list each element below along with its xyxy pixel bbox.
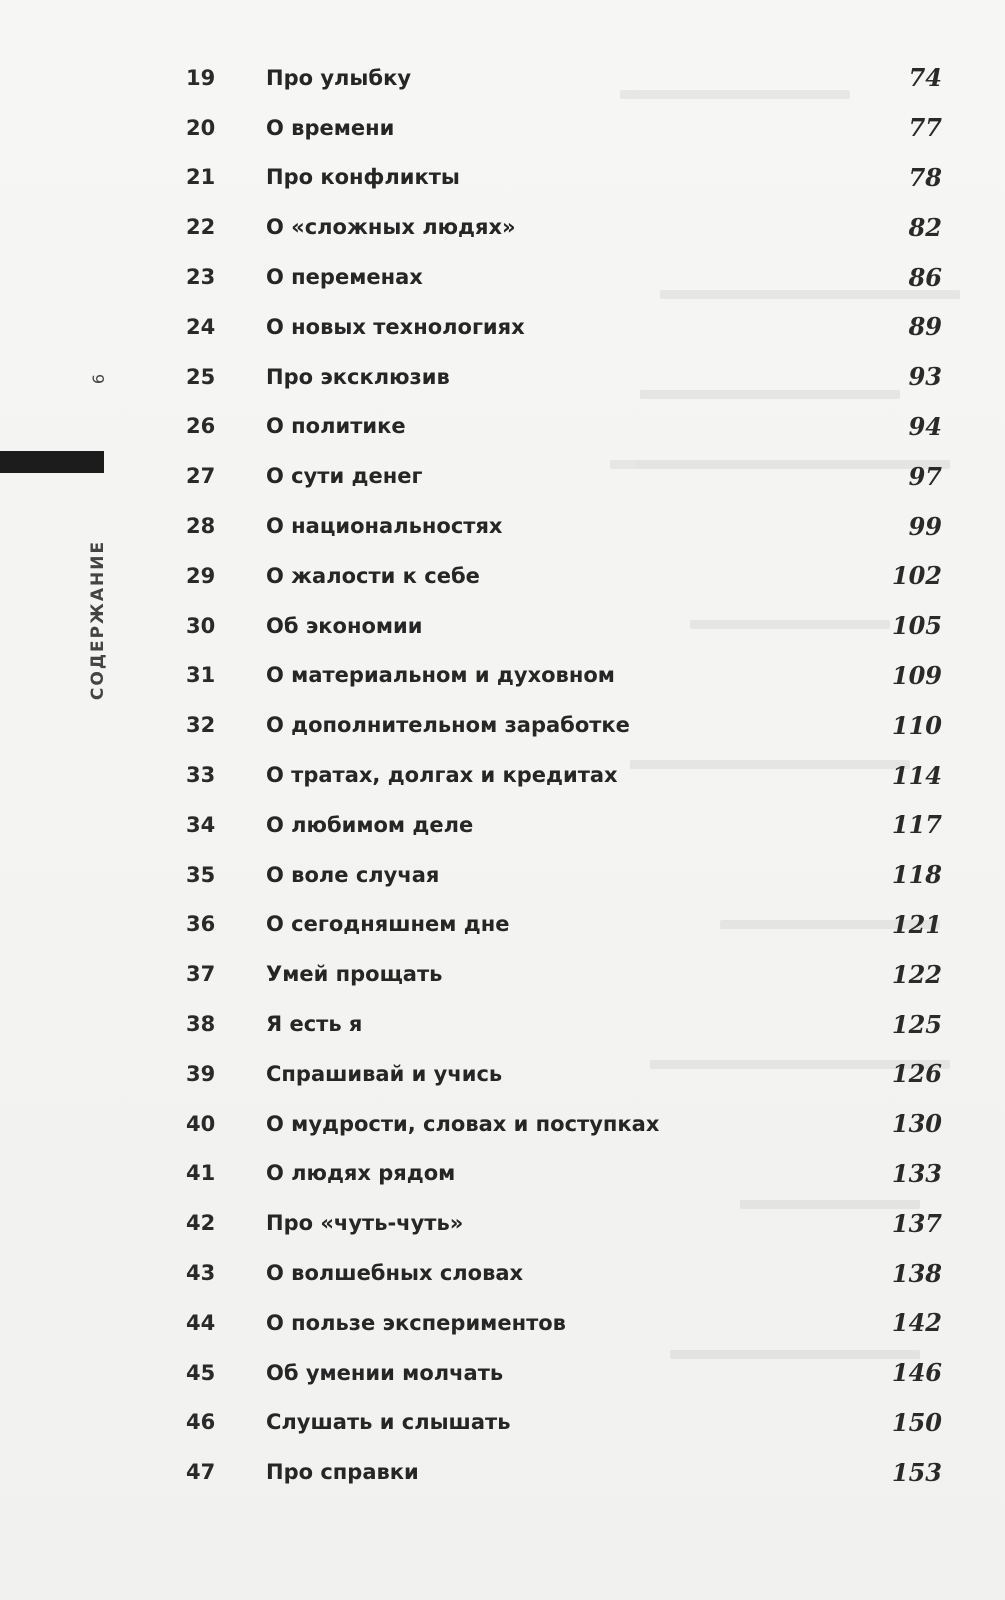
section-marker-bar	[0, 451, 104, 473]
chapter-title: О сути денег	[266, 464, 423, 489]
toc-entry	[186, 900, 942, 950]
chapter-number: 34	[186, 812, 216, 837]
chapter-page-number: 99	[908, 511, 942, 541]
toc-entry	[186, 800, 942, 850]
chapter-number: 26	[186, 414, 216, 439]
chapter-number: 31	[186, 663, 216, 688]
chapter-number: 43	[186, 1261, 216, 1286]
chapter-page-number: 118	[891, 860, 942, 890]
chapter-page-number: 121	[891, 909, 942, 939]
toc-entry	[186, 153, 942, 203]
chapter-page-number: 109	[891, 660, 942, 690]
toc-entry	[186, 302, 942, 352]
chapter-number: 41	[186, 1161, 216, 1186]
page-number: 6	[88, 373, 108, 385]
chapter-title: О воле случая	[266, 862, 440, 887]
toc-entry	[186, 1099, 942, 1149]
chapter-number: 21	[186, 165, 216, 190]
chapter-title: О любимом деле	[266, 812, 474, 837]
chapter-title: О дополнительном заработке	[266, 713, 630, 738]
chapter-title: Про эксклюзив	[266, 364, 450, 389]
chapter-title: О людях рядом	[266, 1161, 456, 1186]
toc-entry	[186, 1447, 942, 1497]
chapter-title: Про «чуть-чуть»	[266, 1211, 464, 1236]
toc-entry	[186, 1198, 942, 1248]
chapter-title: Я есть я	[266, 1012, 363, 1037]
chapter-number: 19	[186, 65, 216, 90]
chapter-title: Об экономии	[266, 613, 423, 638]
toc-entry	[186, 999, 942, 1049]
running-head	[78, 520, 118, 720]
chapter-page-number: 93	[908, 362, 942, 392]
chapter-number: 40	[186, 1111, 216, 1136]
chapter-page-number: 117	[891, 810, 942, 840]
chapter-number: 39	[186, 1061, 216, 1086]
toc-entry	[186, 352, 942, 402]
toc-entry	[186, 1149, 942, 1199]
chapter-title: Про справки	[266, 1460, 419, 1485]
toc-entry	[186, 202, 942, 252]
chapter-title: О переменах	[266, 265, 423, 290]
chapter-page-number: 74	[908, 63, 942, 93]
chapter-page-number: 86	[908, 262, 942, 292]
chapter-title: О волшебных словах	[266, 1261, 524, 1286]
chapter-number: 29	[186, 563, 216, 588]
toc-entry	[186, 103, 942, 153]
chapter-title: О тратах, долгах и кредитах	[266, 763, 618, 788]
chapter-title: О сегодняшнем дне	[266, 912, 510, 937]
section-label: СОДЕРЖАНИЕ	[88, 539, 108, 701]
toc-entry	[186, 551, 942, 601]
chapter-page-number: 114	[891, 760, 942, 790]
chapter-title: О материальном и духовном	[266, 663, 615, 688]
chapter-title: О мудрости, словах и поступках	[266, 1111, 660, 1136]
chapter-page-number: 126	[891, 1059, 942, 1089]
toc-entry	[186, 501, 942, 551]
toc-entry	[186, 1398, 942, 1448]
toc-entry	[186, 750, 942, 800]
chapter-page-number: 133	[891, 1158, 942, 1188]
chapter-page-number: 97	[908, 461, 942, 491]
chapter-page-number: 130	[891, 1109, 942, 1139]
chapter-number: 23	[186, 265, 216, 290]
chapter-page-number: 105	[891, 611, 942, 641]
chapter-page-number: 153	[891, 1457, 942, 1487]
toc-entry	[186, 651, 942, 701]
chapter-title: О национальностях	[266, 514, 503, 539]
toc-entry	[186, 252, 942, 302]
chapter-number: 27	[186, 464, 216, 489]
chapter-page-number: 138	[891, 1258, 942, 1288]
chapter-number: 22	[186, 215, 216, 240]
chapter-page-number: 110	[891, 710, 942, 740]
toc-entry	[186, 53, 942, 103]
chapter-number: 33	[186, 763, 216, 788]
chapter-number: 30	[186, 613, 216, 638]
toc-entry	[186, 451, 942, 501]
toc-entry	[186, 402, 942, 452]
chapter-number: 46	[186, 1410, 216, 1435]
chapter-title: О жалости к себе	[266, 563, 480, 588]
toc-entry	[186, 1248, 942, 1298]
toc-entry	[186, 1049, 942, 1099]
chapter-page-number: 94	[908, 411, 942, 441]
chapter-page-number: 125	[891, 1009, 942, 1039]
chapter-page-number: 137	[891, 1208, 942, 1238]
chapter-page-number: 150	[891, 1407, 942, 1437]
chapter-number: 20	[186, 115, 216, 140]
chapter-page-number: 78	[908, 162, 942, 192]
chapter-title: О времени	[266, 115, 395, 140]
chapter-page-number: 142	[891, 1308, 942, 1338]
chapter-page-number: 77	[908, 113, 942, 143]
chapter-title: Слушать и слышать	[266, 1410, 511, 1435]
chapter-number: 38	[186, 1012, 216, 1037]
chapter-number: 24	[186, 314, 216, 339]
table-of-contents	[186, 53, 942, 1497]
chapter-number: 32	[186, 713, 216, 738]
toc-entry	[186, 1348, 942, 1398]
chapter-title: О пользе экспериментов	[266, 1310, 566, 1335]
chapter-page-number: 122	[891, 959, 942, 989]
chapter-number: 36	[186, 912, 216, 937]
chapter-page-number: 89	[908, 312, 942, 342]
chapter-page-number: 102	[891, 561, 942, 591]
chapter-title: Об умении молчать	[266, 1360, 504, 1385]
chapter-page-number: 146	[891, 1358, 942, 1388]
chapter-number: 37	[186, 962, 216, 987]
toc-entry	[186, 850, 942, 900]
chapter-page-number: 82	[908, 212, 942, 242]
chapter-title: Про улыбку	[266, 65, 412, 90]
toc-entry	[186, 949, 942, 999]
chapter-number: 44	[186, 1310, 216, 1335]
chapter-title: О политике	[266, 414, 406, 439]
chapter-title: О новых технологиях	[266, 314, 525, 339]
chapter-title: Спрашивай и учись	[266, 1061, 503, 1086]
chapter-number: 42	[186, 1211, 216, 1236]
toc-entry	[186, 1298, 942, 1348]
chapter-number: 35	[186, 862, 216, 887]
chapter-title: Про конфликты	[266, 165, 460, 190]
chapter-title: Умей прощать	[266, 962, 443, 987]
chapter-number: 28	[186, 514, 216, 539]
chapter-number: 45	[186, 1360, 216, 1385]
chapter-number: 25	[186, 364, 216, 389]
toc-entry	[186, 700, 942, 750]
chapter-title: О «сложных людях»	[266, 215, 516, 240]
toc-entry	[186, 601, 942, 651]
chapter-number: 47	[186, 1460, 216, 1485]
